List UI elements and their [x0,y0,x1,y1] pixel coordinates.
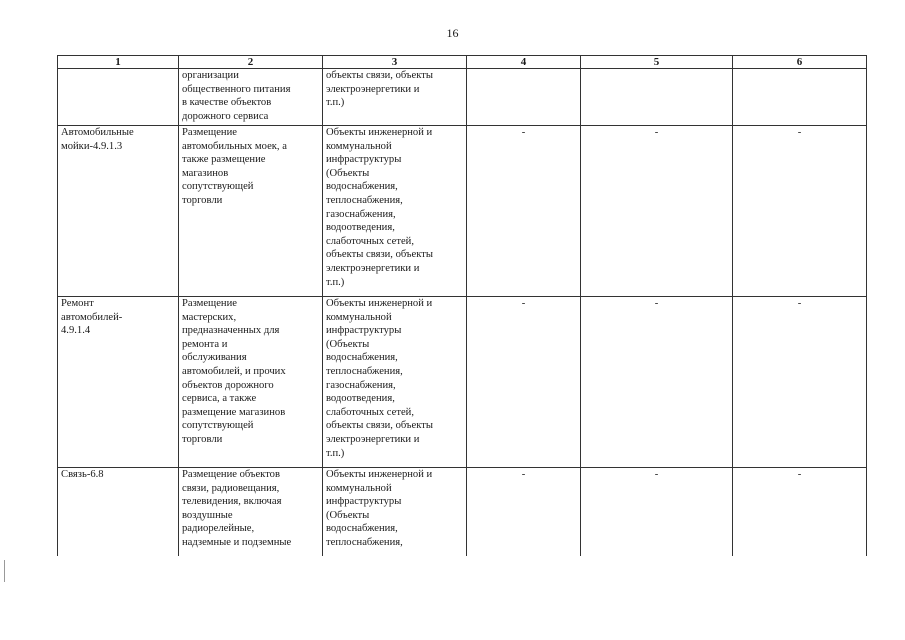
cell-text: Связь-6.8 [61,469,104,480]
table-cell [733,468,867,557]
table-cell [58,126,179,297]
cell-text: - [654,298,659,309]
table-cell [58,69,179,126]
table-cell [467,69,581,126]
table-cell [323,126,467,297]
cell-text: Размещение мастерских, предназначенных для ремонта и обслуживания автомобилей, и прочих объектов дорожного сервиса, а также размещение магазинов сопутствующей торговли [182,298,286,445]
table-cell [733,297,867,468]
table-cell [58,297,179,468]
table-cell [179,126,323,297]
cell-text: - [521,469,526,480]
cell-text: - [521,127,526,138]
cell-text: - [521,298,526,309]
cell-text: Объекты инженерной и коммунальной инфраструктуры (Объекты водоснабжения, теплоснабжения, газоснабжения, водоотведения, слаботочных сетей, объекты связи, объекты электроэнергетики и т.п.) [326,298,433,459]
table-cell [323,69,467,126]
table-cell [581,297,733,468]
table-cell [179,468,323,557]
table-cell [58,468,179,557]
table-row [58,297,867,468]
table-cell [733,126,867,297]
table-cell [467,297,581,468]
table-cell [581,126,733,297]
table-cell [581,468,733,557]
column-header-2: 2 [179,56,323,69]
scan-edge-mark [4,560,5,582]
cell-text: организации общественного питания в качестве объектов дорожного сервиса [182,70,291,122]
page-number: 16 [446,26,459,40]
column-header-1: 1 [58,56,179,69]
table-cell [179,297,323,468]
table-cell [733,69,867,126]
cell-text: Размещение объектов связи, радиовещания, телевидения, включая воздушные радиорелейные, надземные и подземные [182,469,292,548]
cell-text: объекты связи, объекты электроэнергетики и т.п.) [326,70,433,109]
cell-text: - [654,469,659,480]
cell-text: - [654,127,659,138]
zoning-table [57,55,867,556]
table-cell [323,297,467,468]
cell-text: Объекты инженерной и коммунальной инфраструктуры (Объекты водоснабжения, теплоснабжения, [326,469,433,548]
cell-text: - [797,469,802,480]
cell-text: - [797,298,802,309]
cell-text: Объекты инженерной и коммунальной инфраструктуры (Объекты водоснабжения, теплоснабжения, газоснабжения, водоотведения, слаботочных сетей, объекты связи, объекты электроэнергетики и т.п.) [326,127,433,288]
cell-text: Размещение автомобильных моек, а также размещение магазинов сопутствующей торговли [182,127,287,206]
table-row [58,126,867,297]
cell-text: - [797,127,802,138]
column-header-3: 3 [323,56,467,69]
column-header-4: 4 [467,56,581,69]
table-cell [581,69,733,126]
table-cell [179,69,323,126]
column-header-6: 6 [733,56,867,69]
cell-text: Ремонт автомобилей- 4.9.1.4 [61,298,123,337]
table-row [58,69,867,126]
table-cell [467,126,581,297]
table-header-row [58,56,867,69]
table-cell [467,468,581,557]
table-cell [323,468,467,557]
column-header-5: 5 [581,56,733,69]
cell-text: Автомобильные мойки-4.9.1.3 [61,127,134,152]
table-row [58,468,867,557]
